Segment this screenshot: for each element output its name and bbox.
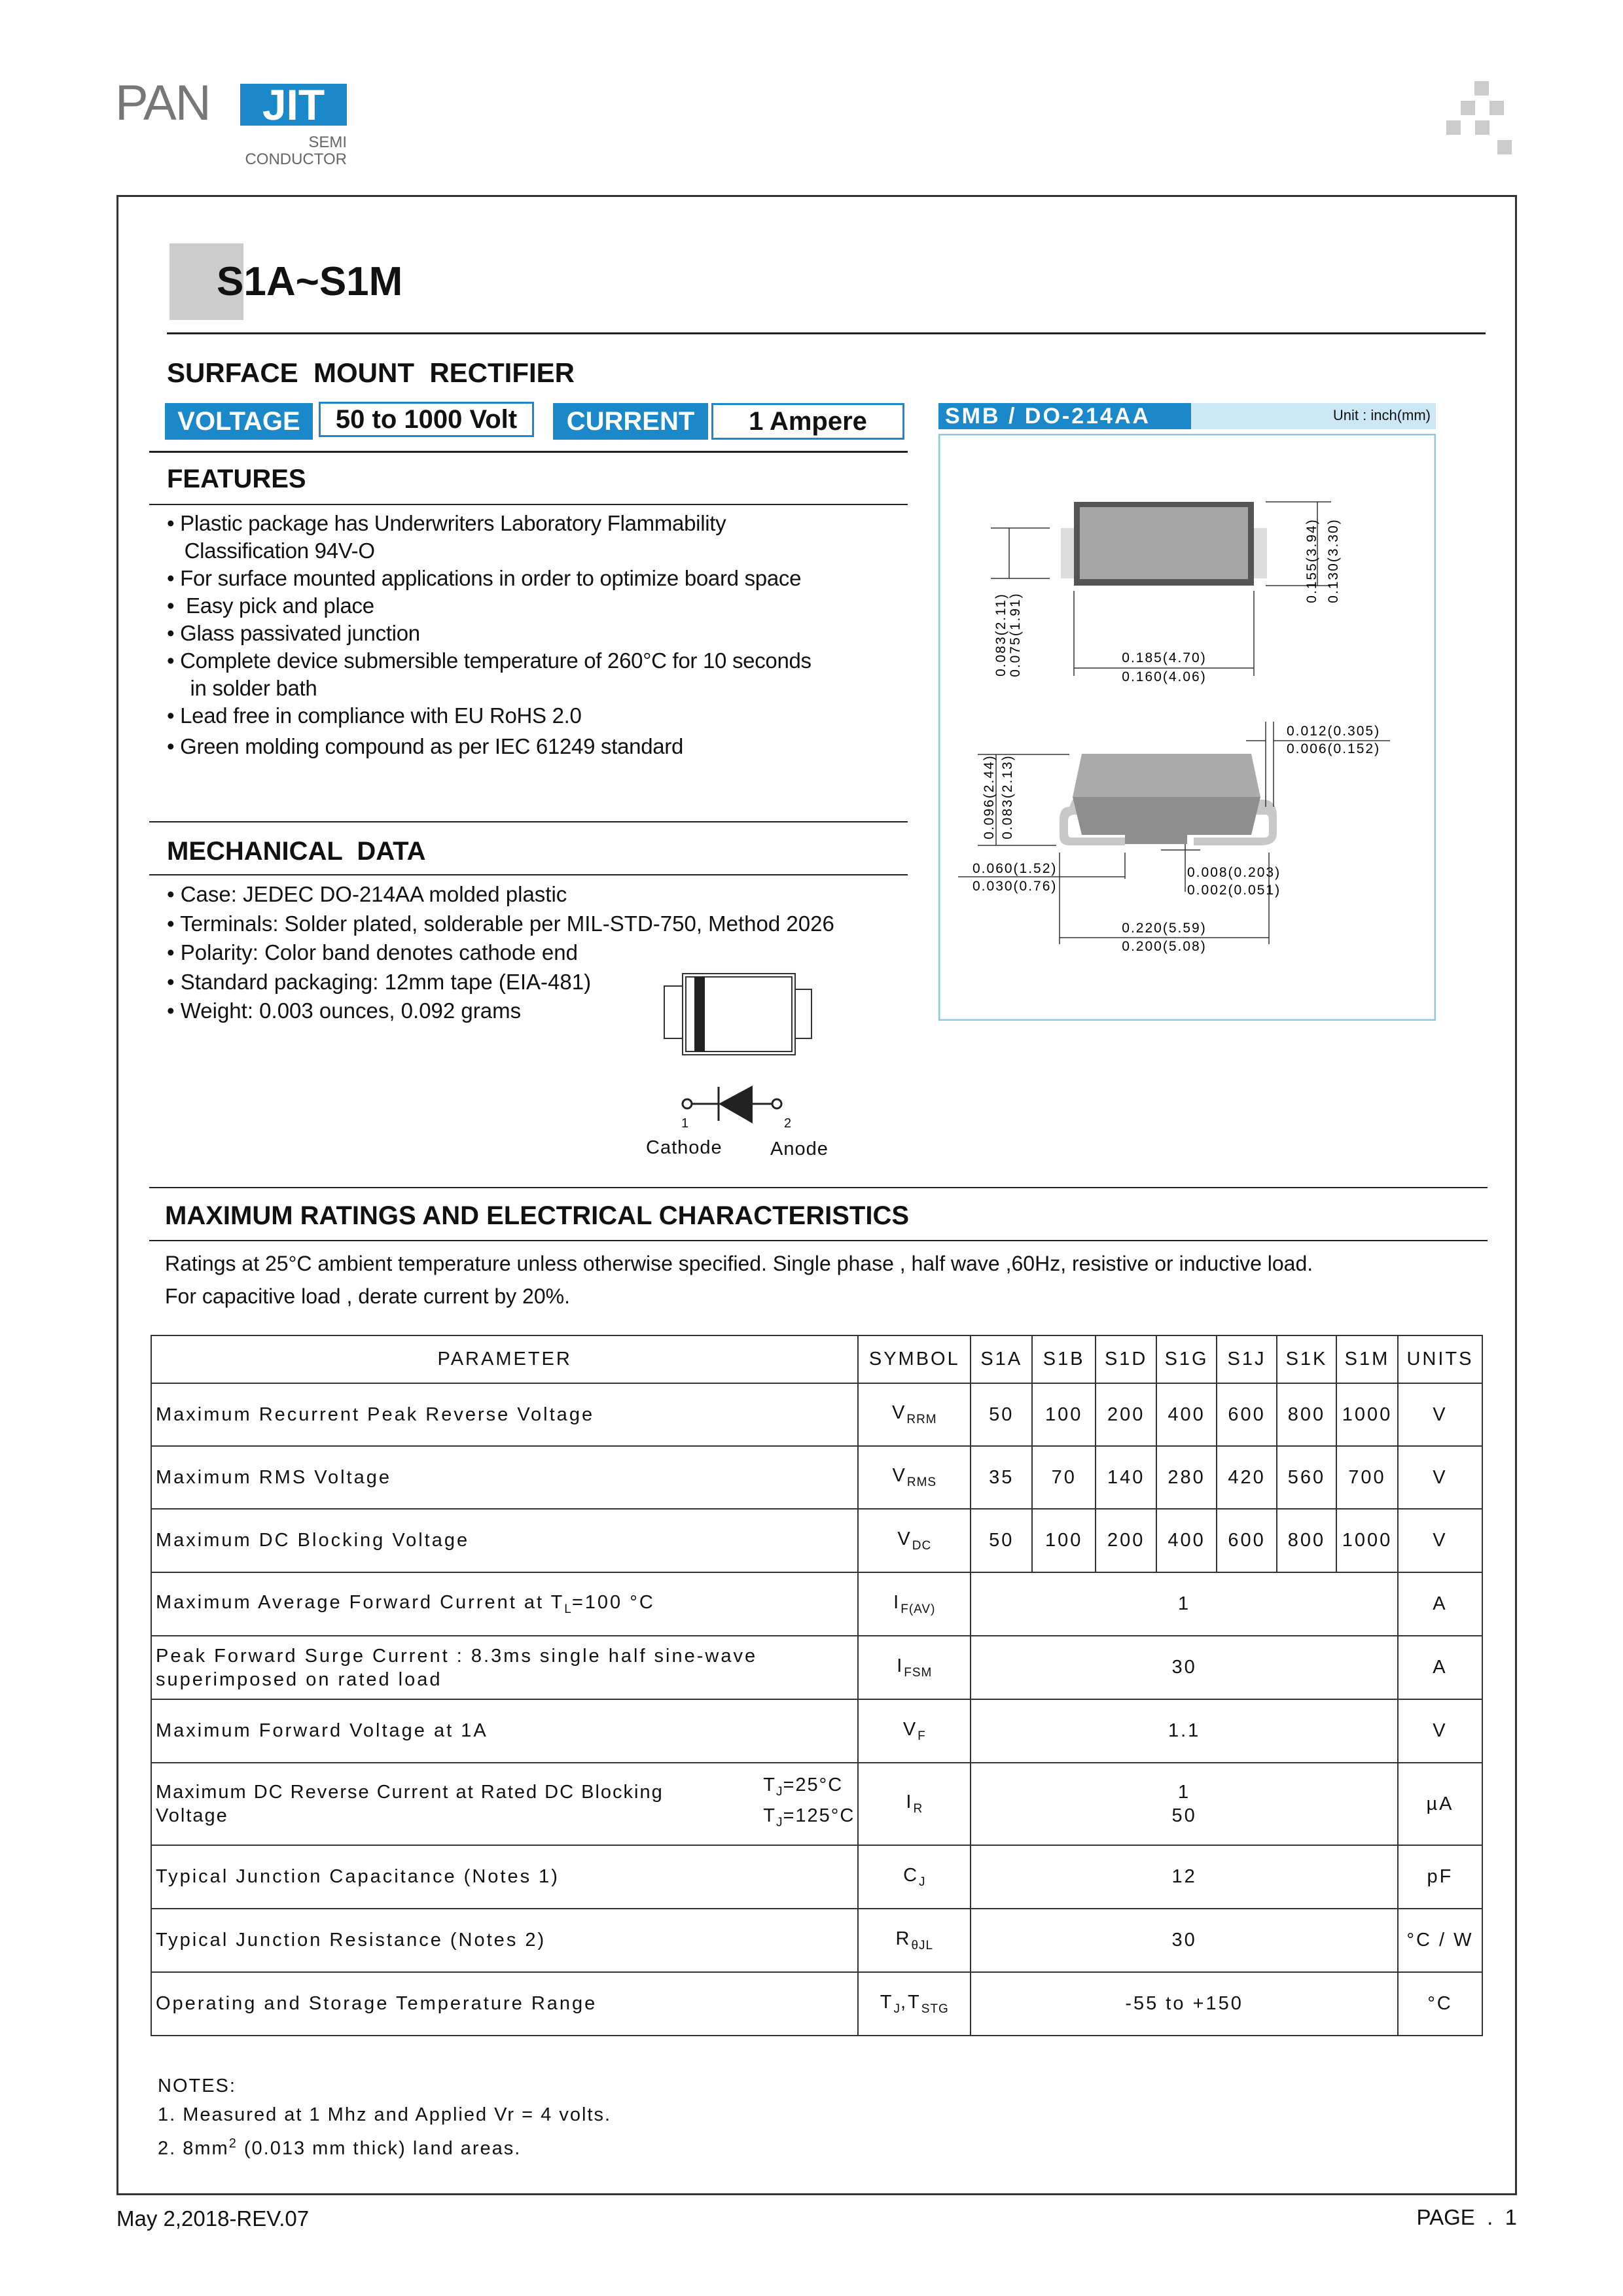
param-text: superimposed on rated load [156,1669,442,1690]
dim-standoff-max: 0.008(0.203) [1187,865,1281,880]
company-logo [115,75,351,170]
value-cell: 800 [1277,1383,1336,1446]
cond-value: =125°C [783,1805,855,1826]
symbol-sub: F [918,1729,926,1743]
feature-item: • Easy pick and place [167,593,374,618]
logo-jit: JIT [240,84,347,126]
value-cell: 560 [1277,1446,1336,1509]
col-header: UNITS [1398,1335,1482,1383]
unit-cell: µA [1398,1763,1482,1845]
package-unit: Unit : inch(mm) [1332,407,1431,423]
feature-item: • Glass passivated junction [167,621,420,645]
dim-body-height-max: 0.155(3.94) [1304,518,1319,603]
logo-semi: SEMI [308,133,347,151]
current-label: CURRENT [553,403,708,440]
table-row [151,1699,1482,1763]
mechanical-item: • Weight: 0.003 ounces, 0.092 grams [167,998,522,1023]
symbol-cell [858,1845,971,1909]
feature-item: • Complete device submersible temperature of 260°C for 10 seconds [167,648,812,673]
logo-pan: PAN [115,75,210,131]
value-cell: 280 [1156,1446,1217,1509]
value-cell: 1000 [1336,1383,1398,1446]
dim-total-min: 0.200(5.08) [1122,939,1207,954]
divider [149,1240,1488,1241]
mechanical-item: • Terminals: Solder plated, solderable per MIL-STD-750, Method 2026 [167,911,834,936]
value-cell: 100 [1032,1509,1096,1572]
ratings-heading: MAXIMUM RATINGS AND ELECTRICAL CHARACTERISTICS [165,1201,910,1230]
cond-sub: J [776,1815,783,1829]
dim-height-max: 0.096(2.44) [982,754,997,839]
symbol-cell [858,1909,971,1972]
value-cell: 50 [971,1509,1032,1572]
symbol-sub: STG [921,2002,949,2016]
col-header: S1A [971,1335,1032,1383]
value-cell: 200 [1096,1383,1156,1446]
value-cell: 140 [1096,1446,1156,1509]
ratings-note-1: Ratings at 25°C ambient temperature unless otherwise specified. Single phase , half wave ,60Hz, resistive or inductive load. [165,1252,1313,1275]
features-list [167,510,919,760]
unit-cell: pF [1398,1845,1482,1909]
note-1: 1. Measured at 1 Mhz and Applied Vr = 4 volts. [158,2104,612,2125]
polarity-package-icon [658,962,821,1057]
param-sub: L [564,1602,572,1616]
value-cell: 12 [971,1845,1398,1909]
dim-foot-min: 0.030(0.76) [972,879,1058,894]
param-text: Peak Forward Surge Current : 8.3ms single half sine-wave [156,1645,758,1667]
value-cell: 70 [1032,1446,1096,1509]
symbol: V [892,1402,907,1424]
value-cell: 800 [1277,1509,1336,1572]
value-cell: 30 [971,1636,1398,1699]
decorative-squares-icon [1446,81,1518,154]
feature-item: • Green molding compound as per IEC 61249 standard [167,734,684,758]
value-cell: 700 [1336,1446,1398,1509]
product-subtitle: SURFACE MOUNT RECTIFIER [167,357,575,388]
table-header-row [151,1335,1482,1383]
condition [763,1804,855,1835]
divider [149,1187,1488,1188]
table-row [151,1572,1482,1636]
symbol-cell [858,1509,971,1572]
features-heading: FEATURES [167,465,306,493]
current-value: 1 Ampere [711,403,904,440]
table-row [151,1763,1482,1845]
note-text: 2. 8mm [158,2138,229,2159]
col-header: S1J [1217,1335,1277,1383]
mechanical-heading: MECHANICAL DATA [167,837,426,866]
ratings-note-2: For capacitive load , derate current by 20%. [165,1284,570,1308]
param-cell: Maximum DC Blocking Voltage [151,1509,858,1572]
feature-item: • For surface mounted applications in order to optimize board space [167,566,802,590]
value-cell: 50 [971,1383,1032,1446]
symbol-cell [858,1636,971,1699]
col-header: S1M [1336,1335,1398,1383]
divider [149,821,908,822]
param-cell-content [156,1773,855,1835]
footer-date: May 2,2018-REV.07 [116,2206,310,2231]
table-row [151,1446,1482,1509]
col-header: S1D [1096,1335,1156,1383]
table-row [151,1383,1482,1446]
col-header: S1G [1156,1335,1217,1383]
param-text: =100 °C [571,1591,655,1613]
value-cell: 1000 [1336,1509,1398,1572]
symbol-sub: J [919,1875,926,1889]
divider [149,451,908,453]
param-text-block [156,1780,753,1828]
value-cell: 600 [1217,1509,1277,1572]
param-text: Maximum Average Forward Current at T [156,1591,565,1613]
dim-body-length-min: 0.160(4.06) [1122,669,1207,684]
symbol-sub: RRM [906,1412,937,1426]
param-cell: Operating and Storage Temperature Range [151,1972,858,2036]
cond-sub: J [776,1785,783,1799]
symbol: ,T [901,1991,921,2013]
symbol: I [893,1591,901,1613]
unit-cell: °C / W [1398,1909,1482,1972]
symbol: C [903,1864,919,1886]
value: 50 [1171,1805,1197,1826]
condition-list [763,1773,855,1835]
voltage-value: 50 to 1000 Volt [319,402,534,437]
symbol-sub: R [913,1801,923,1816]
table-row [151,1972,1482,2036]
notes-heading: NOTES: [158,2075,236,2096]
divider [149,504,908,505]
note-sup: 2 [228,2136,238,2151]
col-header: S1K [1277,1335,1336,1383]
value-cell [971,1763,1398,1845]
table-row [151,1909,1482,1972]
unit-cell: V [1398,1509,1482,1572]
page-title: S1A~S1M [217,259,403,304]
param-cell [151,1763,858,1845]
symbol: I [897,1655,904,1676]
table-row [151,1845,1482,1909]
unit-cell: A [1398,1572,1482,1636]
feature-item: • Plastic package has Underwriters Laboratory Flammability [167,511,726,535]
value-cell: 400 [1156,1383,1217,1446]
dim-body-height-min: 0.130(3.30) [1326,518,1341,603]
feature-item: Classification 94V-O [167,539,375,563]
pin2-label: 2 [784,1116,792,1131]
symbol-sub: DC [912,1538,932,1553]
col-header: S1B [1032,1335,1096,1383]
param-cell: Maximum Forward Voltage at 1A [151,1699,858,1763]
cond-value: =25°C [783,1775,844,1796]
param-cell [151,1572,858,1636]
col-header: PARAMETER [151,1335,858,1383]
param-text: Maximum DC Reverse Current at Rated DC Blocking [156,1782,664,1803]
symbol-cell [858,1763,971,1845]
unit-cell: V [1398,1446,1482,1509]
value-cell: 35 [971,1446,1032,1509]
symbol: V [897,1528,912,1549]
divider [167,332,1486,334]
mechanical-item: • Polarity: Color band denotes cathode end [167,940,578,964]
dim-standoff-min: 0.002(0.051) [1187,883,1281,898]
dim-lead-thickness-max: 0.012(0.305) [1287,724,1381,739]
note-text: (0.013 mm thick) land areas. [237,2138,522,2159]
unit-cell: V [1398,1383,1482,1446]
symbol: T [880,1991,894,2013]
anode-label: Anode [770,1139,829,1159]
ratings-table [151,1335,1483,2036]
symbol-cell [858,1383,971,1446]
table-row [151,1509,1482,1572]
note-2 [158,2129,611,2163]
package-header [938,403,1436,429]
cathode-label: Cathode [646,1137,722,1158]
param-cell [151,1636,858,1699]
package-name: SMB / DO-214AA [938,403,1191,429]
value-cell: 100 [1032,1383,1096,1446]
symbol: I [906,1792,914,1813]
cond-t: T [763,1775,776,1796]
table-row [151,1636,1482,1699]
divider [149,874,908,875]
feature-item: in solder bath [167,676,317,700]
mechanical-item: • Case: JEDEC DO-214AA molded plastic [167,882,567,906]
symbol-cell [858,1446,971,1509]
col-header: SYMBOL [858,1335,971,1383]
value: 1 [1178,1782,1191,1803]
notes [158,2072,611,2163]
value-cell: 200 [1096,1509,1156,1572]
symbol: R [895,1928,912,1949]
value-cell: -55 to +150 [971,1972,1398,2036]
logo-conductor: CONDUCTOR [245,150,347,168]
symbol: V [902,1718,918,1740]
footer-page: PAGE . 1 [1416,2205,1517,2229]
unit-cell: A [1398,1636,1482,1699]
symbol-sub: θJL [911,1938,934,1952]
symbol-sub: RMS [906,1475,937,1489]
dim-foot-max: 0.060(1.52) [972,861,1058,876]
param-text: Voltage [156,1805,228,1826]
dim-lead-width-max: 0.083(2.11) [993,593,1008,677]
symbol-cell [858,1699,971,1763]
value-cell: 600 [1217,1383,1277,1446]
symbol: V [892,1465,907,1487]
dim-lead-width-min: 0.075(1.91) [1008,592,1023,677]
feature-item: • Lead free in compliance with EU RoHS 2.0 [167,703,582,728]
symbol-sub: F(AV) [901,1602,936,1616]
symbol-cell [858,1972,971,2036]
symbol-sub: J [893,2002,901,2016]
symbol-sub: FSM [904,1665,933,1680]
symbol-cell [858,1572,971,1636]
param-cell: Maximum RMS Voltage [151,1446,858,1509]
dim-height-min: 0.083(2.13) [1000,754,1015,839]
value-cell: 420 [1217,1446,1277,1509]
pin1-label: 1 [681,1116,689,1131]
value-cell: 30 [971,1909,1398,1972]
dim-lead-thickness-min: 0.006(0.152) [1287,741,1381,756]
value-cell: 1 [971,1572,1398,1636]
param-cell: Typical Junction Capacitance (Notes 1) [151,1845,858,1909]
value-cell: 400 [1156,1509,1217,1572]
package-outline-drawing [938,434,1436,1021]
condition [763,1773,855,1804]
unit-cell: °C [1398,1972,1482,2036]
cond-t: T [763,1805,776,1826]
value-cell: 1.1 [971,1699,1398,1763]
param-cell: Maximum Recurrent Peak Reverse Voltage [151,1383,858,1446]
unit-cell: V [1398,1699,1482,1763]
voltage-label: VOLTAGE [165,403,313,440]
mechanical-item: • Standard packaging: 12mm tape (EIA-481) [167,969,592,994]
dim-body-length-max: 0.185(4.70) [1122,650,1207,665]
dim-total-max: 0.220(5.59) [1122,921,1207,936]
param-cell: Typical Junction Resistance (Notes 2) [151,1909,858,1972]
